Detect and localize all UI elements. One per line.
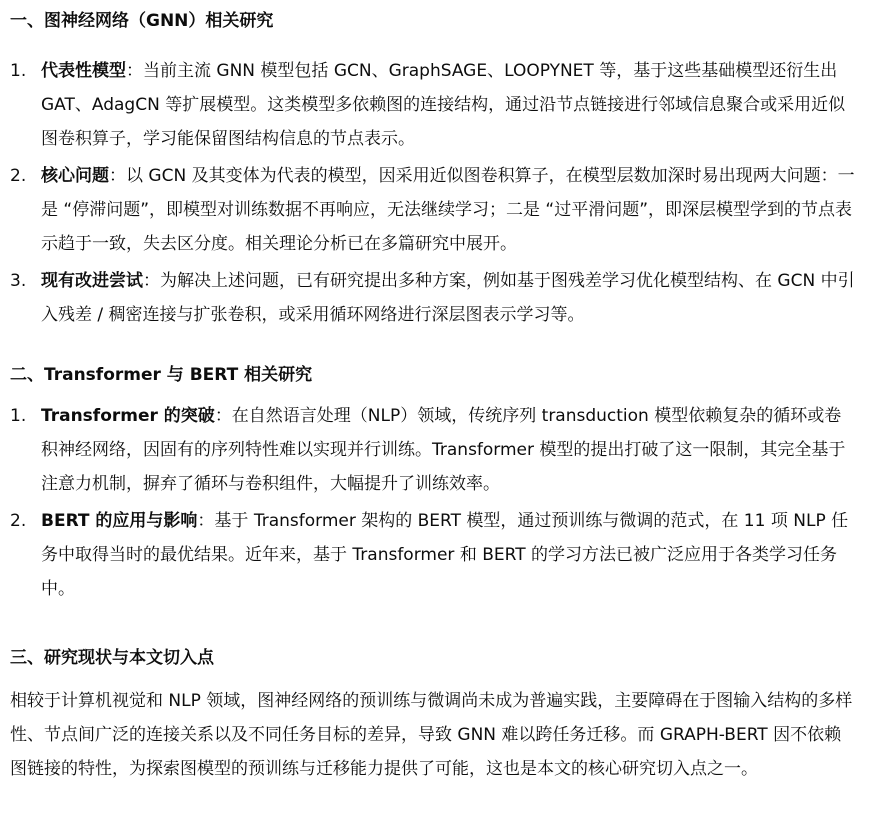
list-number: 2.	[10, 511, 27, 531]
section-transformer-bert	[10, 362, 855, 599]
list-item	[10, 54, 855, 156]
section-title: 三、研究现状与本文切入点	[10, 648, 214, 668]
list-number: 3.	[10, 271, 27, 291]
item-text: ：在自然语言处理（NLP）领域，传统序列 transduction 模型依赖复杂的循环或卷积神经网络，因固有的序列特性难以实现并行训练。Transformer 模型的提出打破了这一限制，其完全基于注意力机制，摒弃了循环与卷积组件，大幅提升了训练效率。	[41, 406, 846, 494]
item-label: 代表性模型	[41, 61, 126, 81]
section-gnn-research	[10, 8, 855, 325]
list-item	[10, 399, 855, 501]
item-text: ：当前主流 GNN 模型包括 GCN、GraphSAGE、LOOPYNET 等，基于这些基础模型还衍生出 GAT、AdagCN 等扩展模型。这类模型多依赖图的连接结构，通过沿节点链接进行邻域信息聚合或采用近似图卷积算子，学习能保留图结构信息的节点表示。	[41, 61, 846, 149]
section-status-entry-point	[10, 645, 855, 779]
item-label: BERT 的应用与影响	[41, 511, 198, 531]
list-item	[10, 159, 855, 261]
list-item	[10, 264, 855, 332]
list-number: 1.	[10, 61, 27, 81]
paragraph: 相较于计算机视觉和 NLP 领域，图神经网络的预训练与微调尚未成为普遍实践，主要障碍在于图输入结构的多样性、节点间广泛的连接关系以及不同任务目标的差异，导致 GNN 难以跨任务迁移。而 GRAPH-BERT 因不依赖图链接的特性，为探索图模型的预训练与迁移能力提供了可能，这也是本文的核心研究切入点之一。	[10, 691, 853, 779]
list-number: 1.	[10, 406, 27, 426]
item-label: Transformer 的突破	[41, 406, 215, 426]
item-text: ：以 GCN 及其变体为代表的模型，因采用近似图卷积算子，在模型层数加深时易出现两大问题：一是 “停滞问题”，即模型对训练数据不再响应，无法继续学习；二是 “过平滑问题”，即深层模型学到的节点表示趋于一致，失去区分度。相关理论分析已在多篇研究中展开。	[41, 166, 855, 254]
numbered-list	[10, 399, 855, 609]
item-label: 现有改进尝试	[41, 271, 143, 291]
list-item	[10, 504, 855, 606]
list-number: 2.	[10, 166, 27, 186]
section-title: 一、图神经网络（GNN）相关研究	[10, 11, 274, 31]
item-text: ：为解决上述问题，已有研究提出多种方案，例如基于图残差学习优化模型结构、在 GCN 中引入残差 / 稠密连接与扩张卷积，或采用循环网络进行深层图表示学习等。	[41, 271, 855, 325]
numbered-list	[10, 54, 855, 335]
item-text: ：基于 Transformer 架构的 BERT 模型，通过预训练与微调的范式，在 11 项 NLP 任务中取得当时的最优结果。近年来，基于 Transformer 和 BERT 的学习方法已被广泛应用于各类学习任务中。	[41, 511, 849, 599]
section-title: 二、Transformer 与 BERT 相关研究	[10, 365, 313, 385]
item-label: 核心问题	[41, 166, 109, 186]
